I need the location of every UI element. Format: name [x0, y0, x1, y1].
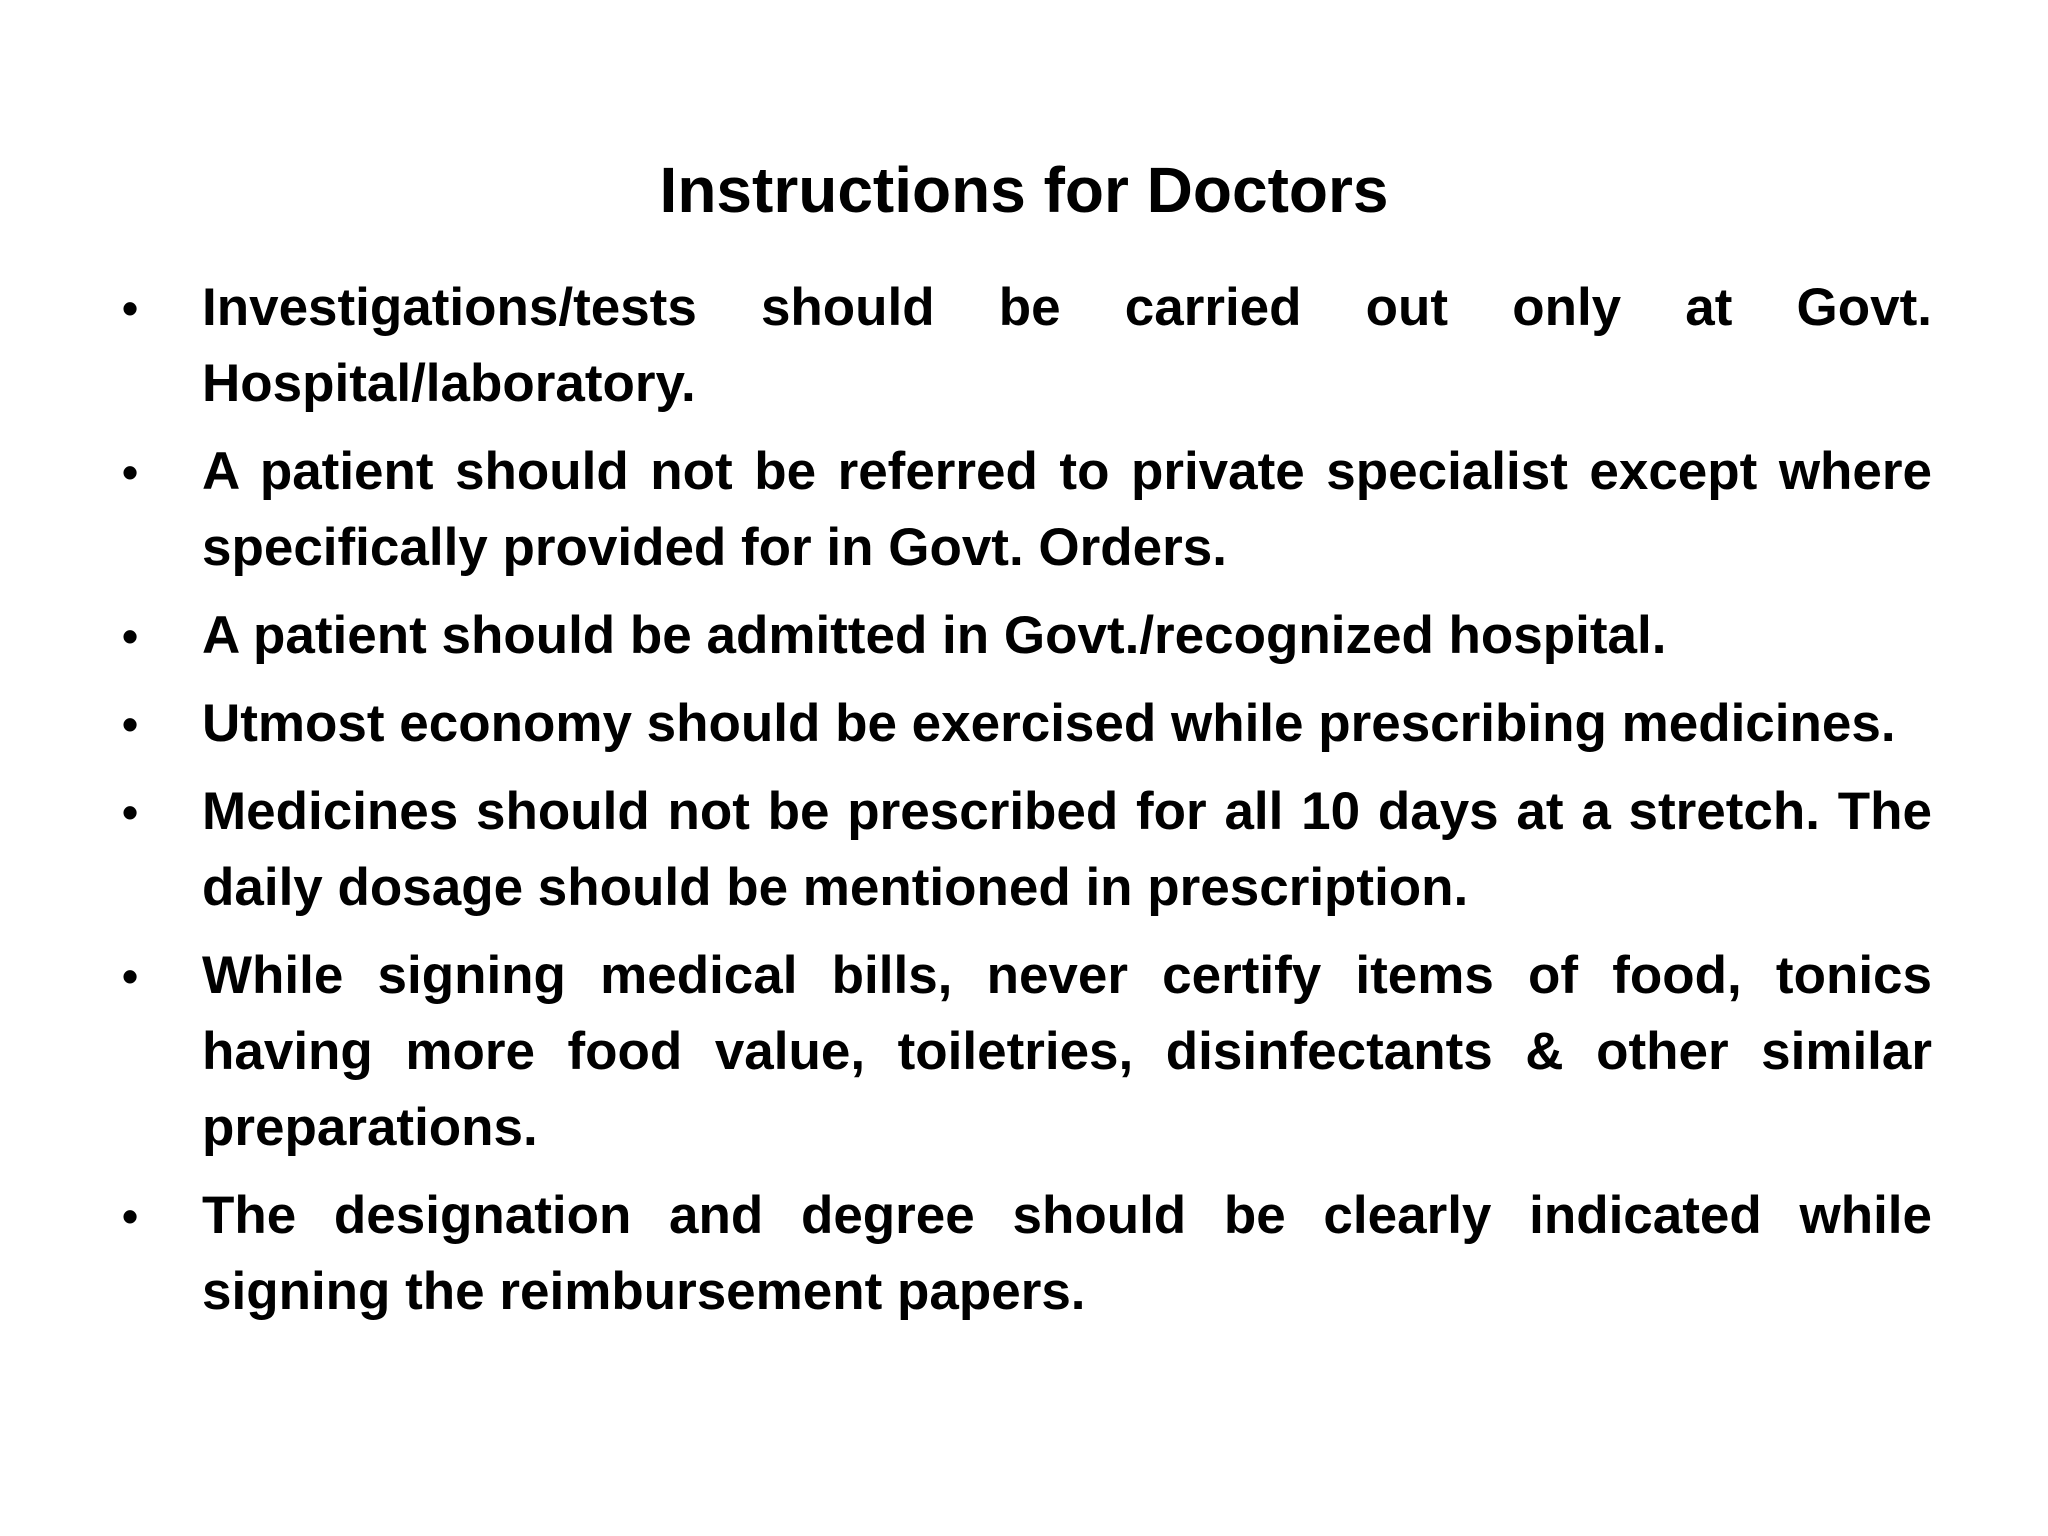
page-title: Instructions for Doctors: [659, 154, 1389, 226]
bullet-icon: •: [122, 950, 139, 1002]
bullet-icon: •: [122, 1190, 139, 1242]
list-item: [120, 270, 1932, 422]
list-item-text: While signing medical bills, never certify items of food, tonics having more food value, toiletries, disinfectants & other similar preparations.: [202, 946, 1932, 1157]
list-item-text: A patient should not be referred to private specialist except where specifically provided for in Govt. Orders.: [202, 442, 1932, 577]
bullet-icon: •: [122, 282, 139, 334]
bullet-icon: •: [122, 446, 139, 498]
list-item-text: The designation and degree should be clearly indicated while signing the reimbursement papers.: [202, 1186, 1932, 1321]
list-item: [120, 1178, 1932, 1330]
list-item: [120, 938, 1932, 1166]
bullet-icon: •: [122, 698, 139, 750]
list-item-text: A patient should be admitted in Govt./recognized hospital.: [202, 606, 1667, 665]
bullet-icon: •: [122, 610, 139, 662]
list-item: [120, 434, 1932, 586]
bullet-icon: •: [122, 786, 139, 838]
list-item-text: Utmost economy should be exercised while prescribing medicines.: [202, 694, 1896, 753]
list-item: [120, 774, 1932, 926]
list-item: [120, 686, 1932, 762]
instructions-list: [120, 270, 1932, 1342]
list-item: [120, 598, 1932, 674]
list-item-text: Medicines should not be prescribed for all 10 days at a stretch. The daily dosage should be mentioned in prescription.: [202, 782, 1932, 917]
list-item-text: Investigations/tests should be carried out only at Govt. Hospital/laboratory.: [202, 278, 1932, 413]
